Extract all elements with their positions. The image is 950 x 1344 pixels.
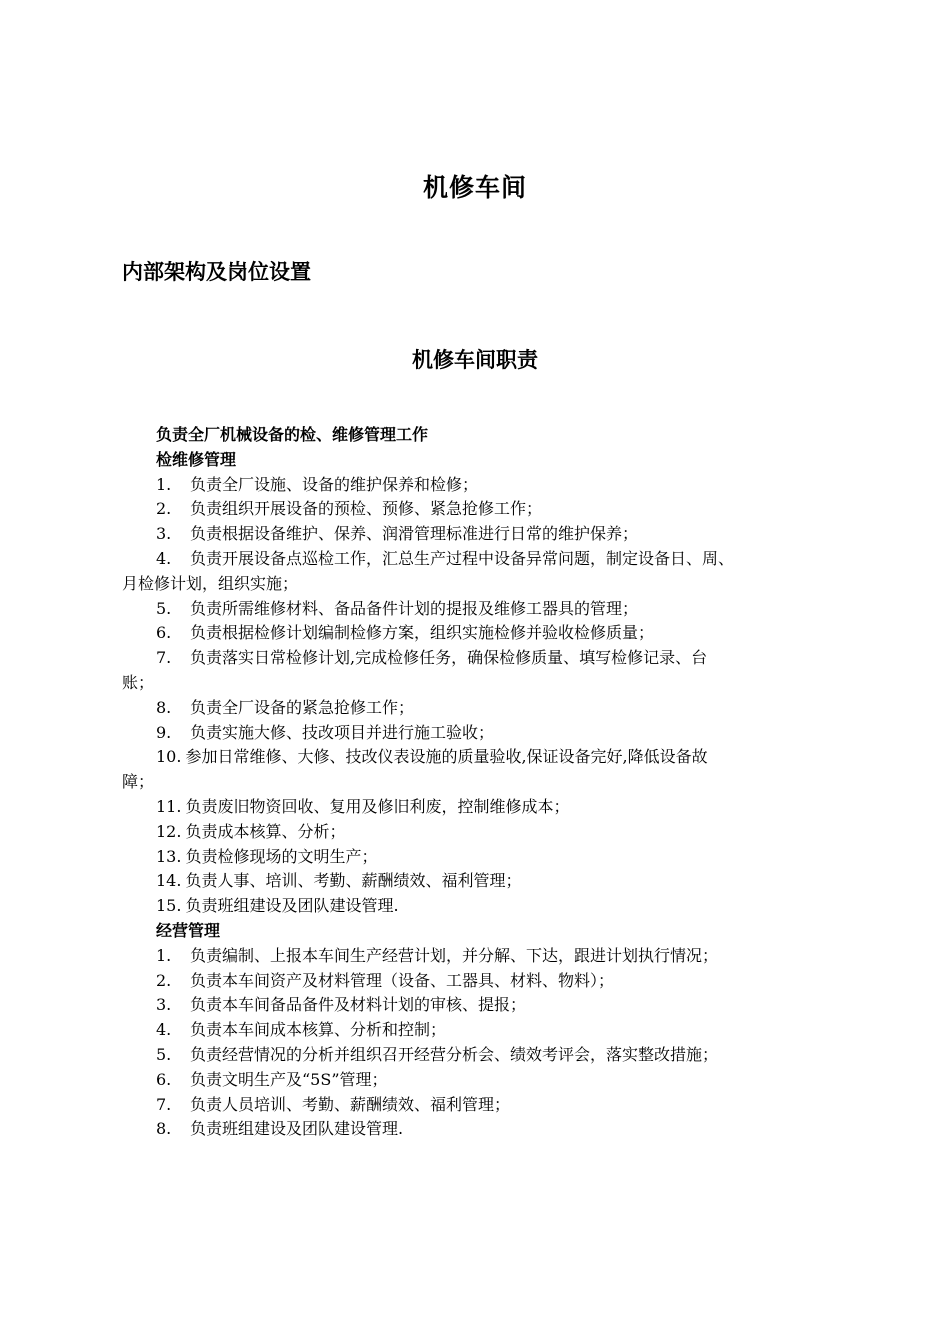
maintenance-list	[122, 473, 832, 919]
list-item-number: 3.	[156, 995, 172, 1015]
operations-heading: 经营管理	[156, 920, 221, 940]
list-item-number: 5.	[156, 598, 172, 618]
list-item-number: 8.	[156, 1119, 172, 1139]
maintenance-heading: 检维修管理	[156, 449, 237, 469]
list-item-text: 负责所需维修材料、备品备件计划的提报及维修工器具的管理；	[190, 598, 639, 618]
list-item-text: 负责落实日常检修计划,完成检修任务，确保检修质量、填写检修记录、台	[190, 648, 708, 668]
list-item-number: 14.	[156, 871, 182, 891]
list-item	[122, 1093, 832, 1118]
list-item-number: 10.	[156, 747, 182, 767]
list-item	[122, 621, 832, 646]
list-item	[122, 473, 832, 498]
list-item-number: 4.	[156, 548, 172, 568]
list-item-text: 负责编制、上报本车间生产经营计划，并分解、下达，跟进计划执行情况；	[190, 945, 719, 965]
list-item-number: 3.	[156, 524, 172, 544]
list-item	[122, 721, 832, 746]
list-item	[122, 547, 832, 572]
list-item-number: 11.	[156, 796, 182, 816]
list-item-number: 4.	[156, 1020, 172, 1040]
list-item-number: 1.	[156, 945, 172, 965]
list-item-text: 负责成本核算、分析；	[185, 821, 346, 841]
list-item-text: 负责废旧物资回收、复用及修旧利废，控制维修成本；	[185, 796, 570, 816]
list-item-text: 负责检修现场的文明生产；	[185, 846, 378, 866]
list-item	[122, 969, 832, 994]
list-item-text: 负责全厂设施、设备的维护保养和检修；	[190, 474, 479, 494]
list-item	[122, 696, 832, 721]
list-item-text: 参加日常维修、大修、技改仪表设施的质量验收,保证设备完好,降低设备故	[185, 747, 708, 767]
list-item-number: 6.	[156, 1069, 172, 1089]
list-item-text: 负责全厂设备的紧急抢修工作；	[190, 697, 415, 717]
list-item-number: 9.	[156, 722, 172, 742]
list-item	[122, 894, 832, 919]
list-item-text: 负责本车间资产及材料管理（设备、工器具、材料、物料）；	[190, 970, 615, 990]
list-item-text: 负责本车间备品备件及材料计划的审核、提报；	[190, 995, 527, 1015]
list-item-continuation: 账；	[122, 672, 155, 692]
list-item	[122, 1068, 832, 1093]
list-item	[122, 845, 832, 870]
list-item-number: 12.	[156, 821, 182, 841]
list-item	[122, 944, 832, 969]
list-item	[122, 522, 832, 547]
list-item-number: 13.	[156, 846, 182, 866]
list-item-number: 15.	[156, 896, 182, 916]
list-item	[122, 597, 832, 622]
list-item-text: 负责班组建设及团队建设管理.	[185, 896, 399, 916]
list-item-number: 2.	[156, 499, 172, 519]
list-item-text: 负责人事、培训、考勤、薪酬绩效、福利管理；	[185, 871, 522, 891]
list-item	[122, 497, 832, 522]
list-item-number: 7.	[156, 648, 172, 668]
duties-body	[122, 423, 832, 1142]
list-item	[122, 646, 832, 671]
list-item	[122, 820, 832, 845]
list-item	[122, 993, 832, 1018]
list-item	[122, 1018, 832, 1043]
list-item-text: 负责根据检修计划编制检修方案，组织实施检修并验收检修质量；	[190, 623, 655, 643]
list-item-continuation: 月检修计划，组织实施；	[122, 573, 299, 593]
page-title: 机修车间	[422, 173, 527, 202]
list-item-text: 负责实施大修、技改项目并进行施工验收；	[190, 722, 495, 742]
list-item-number: 2.	[156, 970, 172, 990]
list-item	[122, 869, 832, 894]
list-item-text: 负责经营情况的分析并组织召开经营分析会、绩效考评会，落实整改措施；	[190, 1044, 719, 1064]
list-item-text: 负责本车间成本核算、分析和控制；	[190, 1020, 447, 1040]
list-item-text: 负责文明生产及“5S”管理；	[190, 1069, 388, 1089]
list-item-number: 8.	[156, 697, 172, 717]
list-item	[122, 1117, 832, 1142]
list-item	[122, 745, 832, 770]
list-item-text: 负责组织开展设备的预检、预修、紧急抢修工作；	[190, 499, 543, 519]
operations-list	[122, 944, 832, 1142]
intro-line: 负责全厂机械设备的检、维修管理工作	[156, 425, 429, 444]
list-item-number: 6.	[156, 623, 172, 643]
list-item-text: 负责人员培训、考勤、薪酬绩效、福利管理；	[190, 1094, 511, 1114]
list-item-text: 负责开展设备点巡检工作，汇总生产过程中设备异常问题，制定设备日、周、	[190, 548, 735, 568]
list-item-continuation: 障；	[122, 772, 155, 792]
list-item	[122, 1043, 832, 1068]
list-item-text: 负责班组建设及团队建设管理.	[190, 1119, 404, 1139]
list-item-text: 负责根据设备维护、保养、润滑管理标准进行日常的维护保养；	[190, 524, 639, 544]
list-item-number: 5.	[156, 1044, 172, 1064]
list-item-number: 1.	[156, 474, 172, 494]
duties-heading: 机修车间职责	[412, 348, 538, 372]
section-heading: 内部架构及岗位设置	[122, 260, 311, 284]
list-item	[122, 795, 832, 820]
list-item-number: 7.	[156, 1094, 172, 1114]
